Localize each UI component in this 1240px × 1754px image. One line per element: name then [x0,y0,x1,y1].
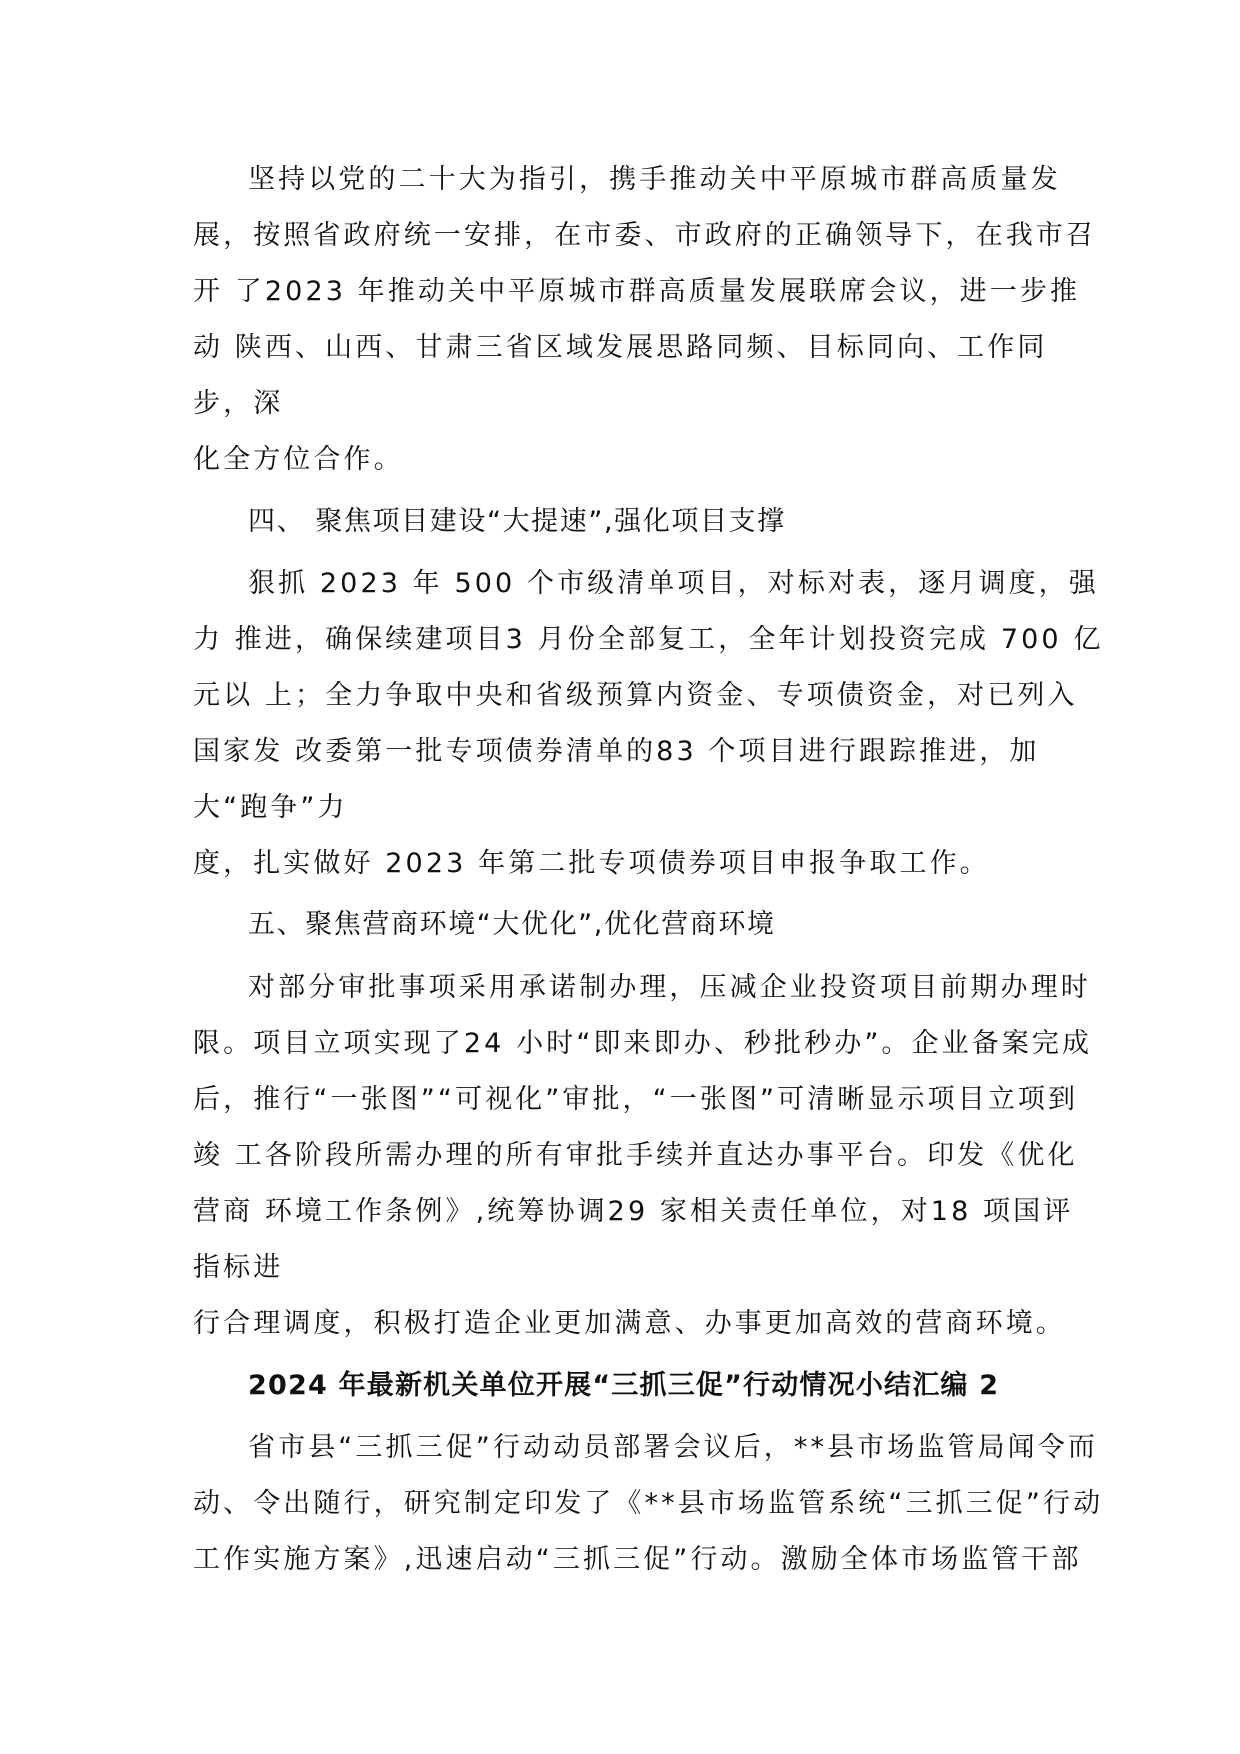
paragraph-line: 开 了2023 年推动关中平原城市群高质量发展联席会议，进一步推 [193,276,1081,307]
paragraph-line: 大“跑争”力 [193,792,348,823]
paragraph-line: 对部分审批事项采用承诺制办理，压减企业投资项目前期办理时 [248,972,1091,1003]
paragraph-line: 动、令出随行，研究制定印发了《**县市场监管系统“三抓三促”行动 [193,1488,1104,1519]
paragraph-line: 国家发 改委第一批专项债券清单的83 个项目进行跟踪推进，加 [193,736,1040,767]
paragraph-line: 行合理调度，积极打造企业更加满意、办事更加高效的营商环境。 [193,1308,1066,1339]
paragraph-line: 坚持以党的二十大为指引，携手推动关中平原城市群高质量发 [248,164,1061,195]
paragraph-line: 化全方位合作。 [193,444,404,475]
paragraph-line: 力 推进，确保续建项目3 月份全部复工，全年计划投资完成 700 亿 [193,624,1104,655]
paragraph-line: 工作实施方案》,迅速启动“三抓三促”行动。激励全体市场监管干部 [193,1544,1082,1575]
paragraph-line: 动 陕西、山西、甘肃三省区域发展思路同频、目标同向、工作同 [193,332,1048,363]
paragraph-line: 限。项目立项实现了24 小时“即来即办、秒批秒办”。企业备案完成 [193,1028,1093,1059]
paragraph-line: 狠抓 2023 年 500 个市级清单项目，对标对表，逐月调度，强 [248,568,1099,599]
document-title: 2024 年最新机关单位开展“三抓三促”行动情况小结汇编 2 [248,1370,1000,1401]
paragraph-line: 度，扎实做好 2023 年第二批专项债券项目申报争取工作。 [193,848,990,879]
paragraph-line: 元以 上；全力争取中央和省级预算内资金、专项债资金，对已列入 [193,680,1078,711]
paragraph-line: 后，推行“一张图”“可视化”审批，“一张图”可清晰显示项目立项到 [193,1084,1079,1115]
paragraph-line: 竣 工各阶段所需办理的所有审批手续并直达办事平台。印发《优化 [193,1140,1078,1171]
paragraph-line: 营商 环境工作条例》,统筹协调29 家相关责任单位，对18 项国评 [193,1196,1074,1227]
section-heading: 五、聚焦营商环境“大优化”,优化营商环境 [248,909,776,940]
paragraph-line: 指标进 [193,1252,284,1283]
paragraph-line: 省市县“三抓三促”行动动员部署会议后，**县市场监管局闻令而 [248,1432,1098,1463]
paragraph-line: 展，按照省政府统一安排，在市委、市政府的正确领导下，在我市召 [193,220,1096,251]
section-heading: 四、 聚焦项目建设“大提速”,强化项目支撑 [248,506,786,537]
paragraph-line: 步，深 [193,388,284,419]
